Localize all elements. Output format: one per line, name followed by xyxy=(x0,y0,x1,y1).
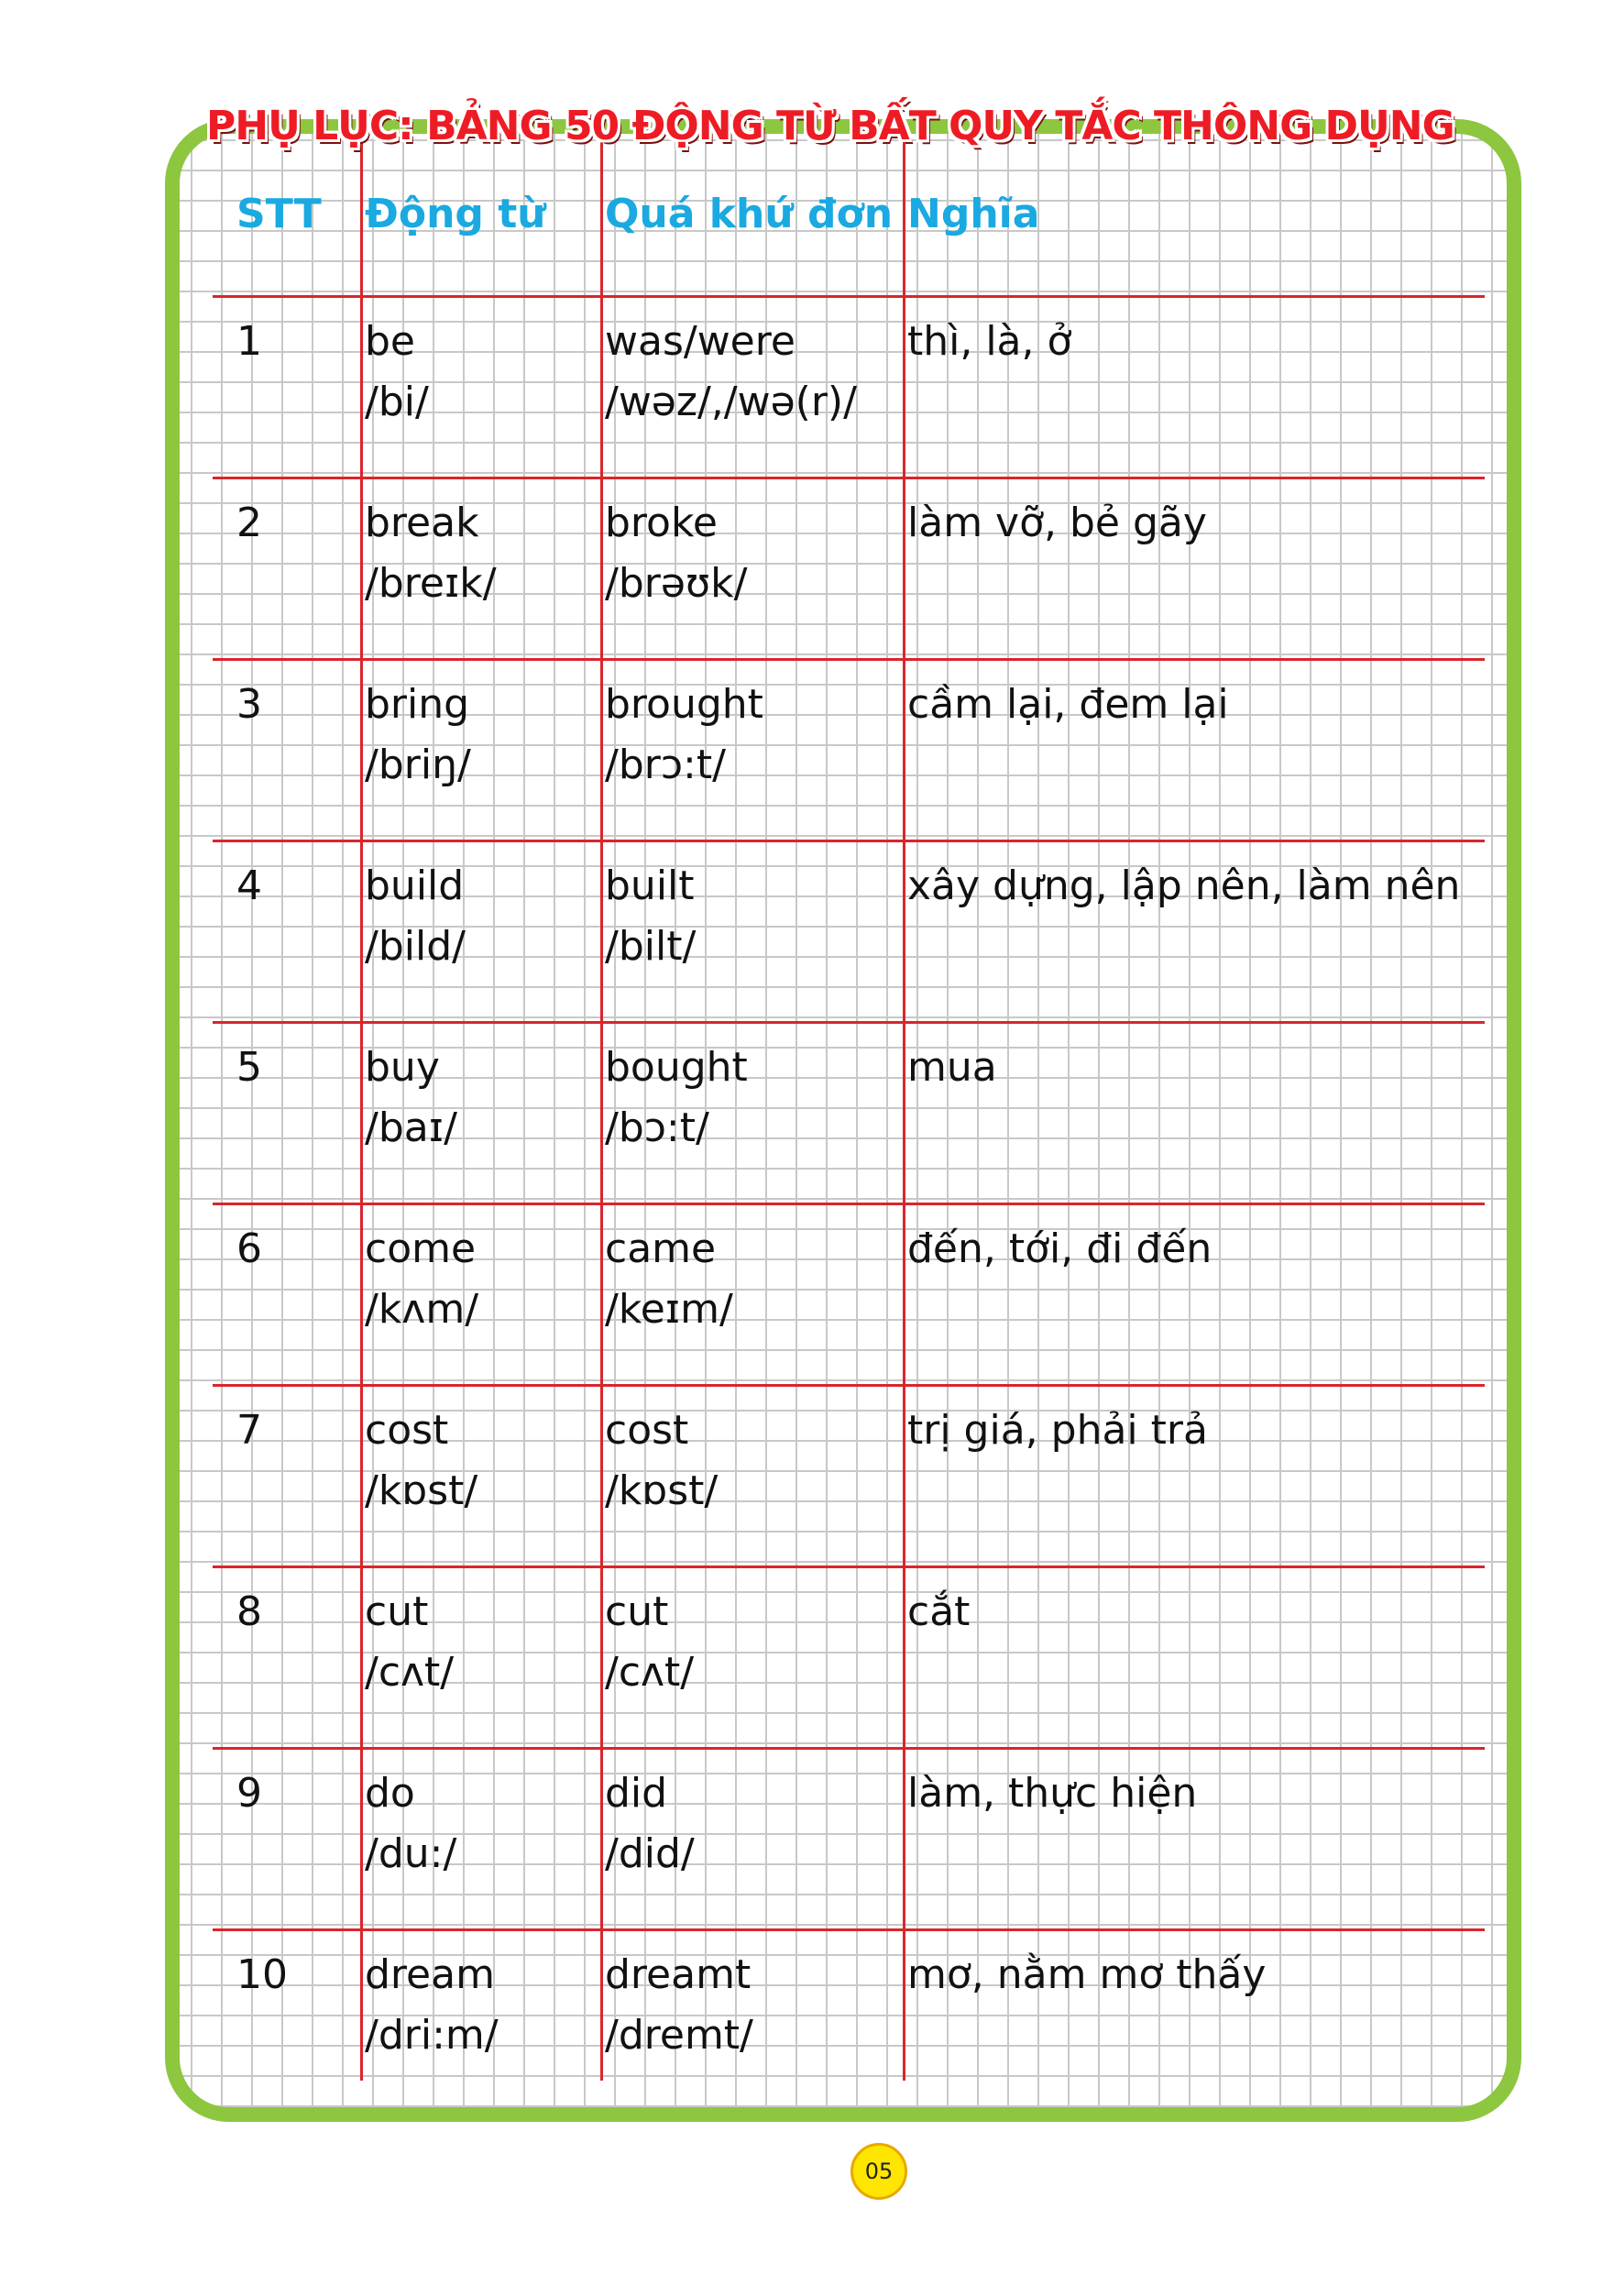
verb-base-ipa: /briŋ/ xyxy=(365,742,471,788)
verb-past: brought xyxy=(605,681,763,728)
row-divider xyxy=(213,840,1485,842)
verb-meaning: cắt xyxy=(907,1588,971,1635)
verb-meaning: đến, tới, đi đến xyxy=(907,1225,1213,1272)
row-divider xyxy=(213,658,1485,661)
page-number: 05 xyxy=(850,2143,907,2200)
verb-past-ipa: /kɒst/ xyxy=(605,1467,719,1514)
verb-base: bring xyxy=(365,681,470,728)
verb-base-ipa: /kɒst/ xyxy=(365,1467,478,1514)
column-header-stt: STT xyxy=(236,191,322,237)
row-number: 3 xyxy=(236,681,262,728)
verb-base-ipa: /du:/ xyxy=(365,1830,457,1877)
row-divider xyxy=(213,1928,1485,1931)
verb-meaning: làm, thực hiện xyxy=(907,1770,1198,1817)
verb-past-ipa: /keɪm/ xyxy=(605,1286,733,1333)
row-number: 2 xyxy=(236,500,262,546)
verb-meaning: thì, là, ở xyxy=(907,318,1072,365)
column-divider xyxy=(360,119,363,2081)
verb-meaning: trị giá, phải trả xyxy=(907,1407,1208,1454)
verb-past: did xyxy=(605,1770,668,1817)
verb-past: bought xyxy=(605,1044,748,1091)
verb-meaning: xây dựng, lập nên, làm nên xyxy=(907,862,1461,909)
verb-past-ipa: /brəʊk/ xyxy=(605,560,748,607)
verb-past: broke xyxy=(605,500,718,546)
verb-base: come xyxy=(365,1225,477,1272)
verb-past-ipa: /bilt/ xyxy=(605,923,697,970)
verb-past: cost xyxy=(605,1407,689,1454)
row-divider xyxy=(213,1565,1485,1568)
row-number: 1 xyxy=(236,318,262,365)
verb-meaning: làm vỡ, bẻ gãy xyxy=(907,500,1207,546)
verb-past: built xyxy=(605,862,695,909)
row-divider xyxy=(213,1203,1485,1205)
verb-base-ipa: /breɪk/ xyxy=(365,560,497,607)
verb-base: cut xyxy=(365,1588,429,1635)
verb-base-ipa: /cʌt/ xyxy=(365,1649,455,1696)
column-divider xyxy=(903,119,905,2081)
verb-base: cost xyxy=(365,1407,449,1454)
row-number: 4 xyxy=(236,862,262,909)
column-header-past: Quá khứ đơn xyxy=(605,191,894,237)
page-title: PHỤ LỤC: BẢNG 50 ĐỘNG TỪ BẤT QUY TẮC THÔNG DỤNG xyxy=(206,103,1454,149)
row-divider xyxy=(213,477,1485,479)
row-divider xyxy=(213,1021,1485,1024)
verb-base-ipa: /bild/ xyxy=(365,923,466,970)
verb-base: buy xyxy=(365,1044,440,1091)
verb-base-ipa: /kʌm/ xyxy=(365,1286,479,1333)
verb-base: be xyxy=(365,318,415,365)
verb-meaning: mơ, nằm mơ thấy xyxy=(907,1951,1267,1998)
verb-base: do xyxy=(365,1770,415,1817)
column-header-verb: Động từ xyxy=(365,191,546,237)
row-divider xyxy=(213,295,1485,298)
verb-meaning: cầm lại, đem lại xyxy=(907,681,1229,728)
column-header-meaning: Nghĩa xyxy=(907,191,1040,237)
verb-past: cut xyxy=(605,1588,669,1635)
verb-past-ipa: /wəz/,/wə(r)/ xyxy=(605,379,857,425)
verb-meaning: mua xyxy=(907,1044,997,1091)
verb-past: was/were xyxy=(605,318,796,365)
row-number: 7 xyxy=(236,1407,262,1454)
verb-past-ipa: /cʌt/ xyxy=(605,1649,695,1696)
row-number: 5 xyxy=(236,1044,262,1091)
verb-base-ipa: /bi/ xyxy=(365,379,429,425)
column-divider xyxy=(600,119,603,2081)
verb-past: dreamt xyxy=(605,1951,752,1998)
row-number: 9 xyxy=(236,1770,262,1817)
row-number: 6 xyxy=(236,1225,262,1272)
row-number: 10 xyxy=(236,1951,288,1998)
row-number: 8 xyxy=(236,1588,262,1635)
verb-base-ipa: /dri:m/ xyxy=(365,2012,499,2059)
verb-past-ipa: /bɔ:t/ xyxy=(605,1104,709,1151)
row-divider xyxy=(213,1747,1485,1750)
verb-base: dream xyxy=(365,1951,495,1998)
verb-past-ipa: /dremt/ xyxy=(605,2012,753,2059)
verb-past: came xyxy=(605,1225,717,1272)
verb-base: build xyxy=(365,862,465,909)
verb-base: break xyxy=(365,500,479,546)
row-divider xyxy=(213,1384,1485,1387)
verb-past-ipa: /brɔ:t/ xyxy=(605,742,726,788)
verb-past-ipa: /did/ xyxy=(605,1830,695,1877)
verb-base-ipa: /baɪ/ xyxy=(365,1104,457,1151)
